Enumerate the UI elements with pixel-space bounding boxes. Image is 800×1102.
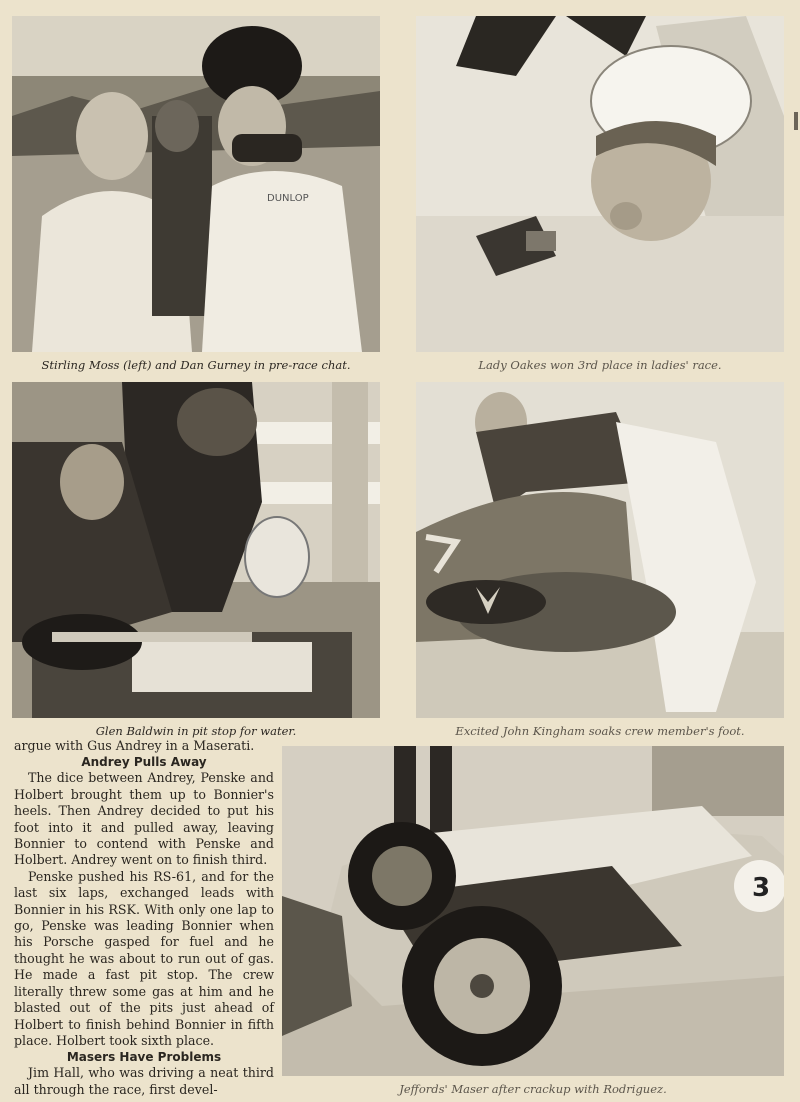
paragraph-dice: The dice between Andrey, Penske and Holbert brought them up to Bonnier's heels. Then Andrey decided to put his foot into it and pulled away, leaving Bonnier to contend with Penske and Holbert. Andrey went on to finish third. [14,770,274,868]
paragraph-penske: Penske pushed his RS-61, and for the last six laps, exchanged leads with Bonnier in his RSK. With only one lap to go, Penske was leading Bonnier when his Porsche gasped for fuel and he thought he was about to run out of gas. He made a fast pit stop. The crew literally threw some gas at him and he blasted out of the pits just ahead of Holbert to finish behind Bonnier in fifth place. Holbert took sixth place. [14,868,274,1048]
paragraph-jim-hall: Jim Hall, who was driving a neat third all through the race, first devel- [14,1065,274,1097]
photo-moss-gurney [12,16,380,352]
caption-jeffords: Jeffords' Maser after crackup with Rodriguez. [399,1082,667,1096]
caption-kingham: Excited John Kingham soaks crew member's foot. [455,724,745,738]
caption-lady-oakes: Lady Oakes won 3rd place in ladies' race. [478,358,722,372]
photo-baldwin-pitstop [12,382,380,718]
photo-kingham [416,382,784,718]
caption-moss-gurney: Stirling Moss (left) and Dan Gurney in pre-race chat. [41,358,351,372]
caption-baldwin: Glen Baldwin in pit stop for water. [95,724,297,738]
heading-andrey-pulls-away: Andrey Pulls Away [81,755,207,770]
heading-masers-have-problems: Masers Have Problems [66,1050,222,1065]
helmet-dunlop-text: DUNLOP [267,193,309,204]
car-number: 3 [752,873,771,903]
page-edge-mark [794,112,798,130]
article-lead: argue with Gus Andrey in a Maserati. [14,738,255,753]
article-column [14,738,274,1098]
photo-lady-oakes [416,16,784,352]
photo-jeffords-maser [282,746,784,1076]
